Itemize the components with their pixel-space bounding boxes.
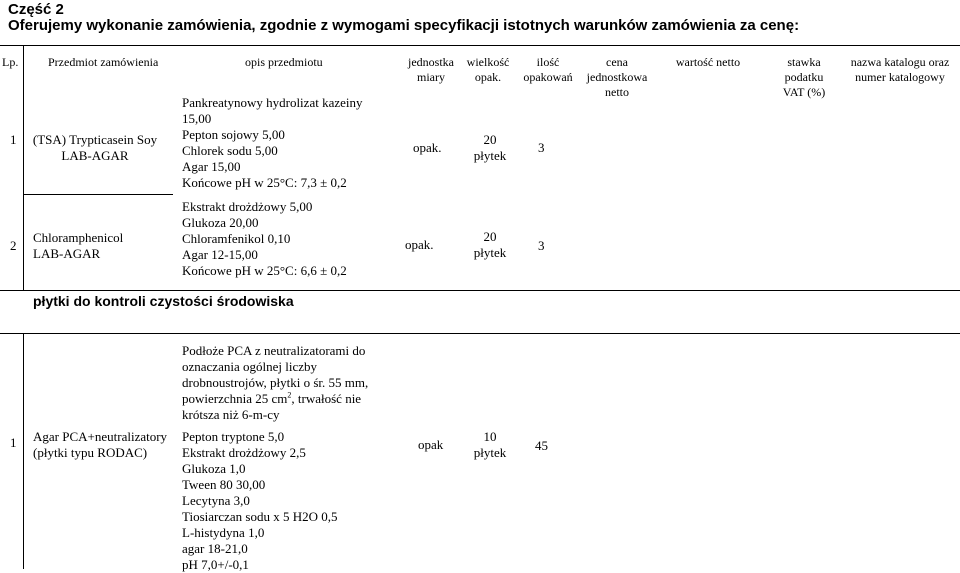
col-description: opis przedmiotu (245, 55, 323, 69)
col-quantity: ilość opakowań (523, 55, 573, 84)
row-lp: 2 (10, 238, 17, 253)
row-unit: opak. (405, 237, 434, 252)
col-vat-rate: stawka podatku VAT (%) (782, 55, 826, 99)
row-description-summary: Podłoże PCA z neutralizatorami do oznaczania ogólnej liczby drobnoustrojów, płytki o śr. 55 mm, powierzchnia 25 $cm^2$, trwałość nie krótsza niż 6-m-cy (182, 343, 369, 422)
row-quantity: 45 (535, 438, 548, 453)
row-pack-size: 10 płytek (473, 429, 507, 460)
row-pack-size: 20 płytek (473, 132, 507, 163)
col-catalog: nazwa katalogu oraz numer katalogowy (850, 55, 950, 84)
row-quantity: 3 (538, 140, 545, 155)
section-title: płytki do kontroli czystości środowiska (33, 293, 294, 309)
row-description: Pankreatynowy hydrolizat kazeiny 15,00 Pepton sojowy 5,00 Chlorek sodu 5,00 Agar 15,00 Końcowe pH w 25°C: 7,3 ± 0,2 (182, 95, 363, 190)
col-item: Przedmiot zamówienia (48, 55, 159, 69)
row-unit: opak (418, 437, 444, 452)
row-divider (23, 194, 173, 195)
table-row3-top (0, 333, 960, 334)
col-net-value: wartość netto (675, 55, 741, 69)
col-divider (23, 45, 24, 290)
row-item-name: (TSA) Trypticasein Soy LAB-AGAR (32, 132, 158, 163)
col-divider (23, 333, 24, 569)
col-lp: Lp. (2, 55, 19, 69)
page-subtitle: Oferujemy wykonanie zamówienia, zgodnie z wymogami specyfikacji istotnych warunków zamówienia za cenę: (8, 17, 800, 34)
row-lp: 1 (10, 435, 17, 450)
row-item-name: Chloramphenicol LAB-AGAR (33, 230, 124, 261)
col-unit-price: cena jednostkowa netto (586, 55, 648, 99)
row-lp: 1 (10, 132, 17, 147)
row-description: Ekstrakt drożdżowy 5,00 Glukoza 20,00 Chloramfenikol 0,10 Agar 12-15,00 Końcowe pH w 25°C: 6,6 ± 0,2 (182, 199, 347, 278)
row-quantity: 3 (538, 238, 545, 253)
col-unit: jednostka miary (408, 55, 454, 84)
table-section-border (0, 290, 960, 291)
row-description: Pepton tryptone 5,0 Ekstrakt drożdżowy 2,5 Glukoza 1,0 Tween 80 30,00 Lecytyna 3,0 Tiosiarczan sodu x 5 H2O 0,5 L-histydyna 1,0 agar 18-21,0 pH 7,0+/-0,1 (182, 429, 338, 572)
col-pack-size: wielkość opak. (466, 55, 510, 84)
part-title: Część 2 (8, 1, 64, 18)
row-unit: opak. (413, 140, 442, 155)
row-pack-size: 20 płytek (473, 229, 507, 260)
row-item-name: Agar PCA+neutralizatory (płytki typu RODAC) (33, 429, 168, 460)
table-top-border (0, 45, 960, 46)
